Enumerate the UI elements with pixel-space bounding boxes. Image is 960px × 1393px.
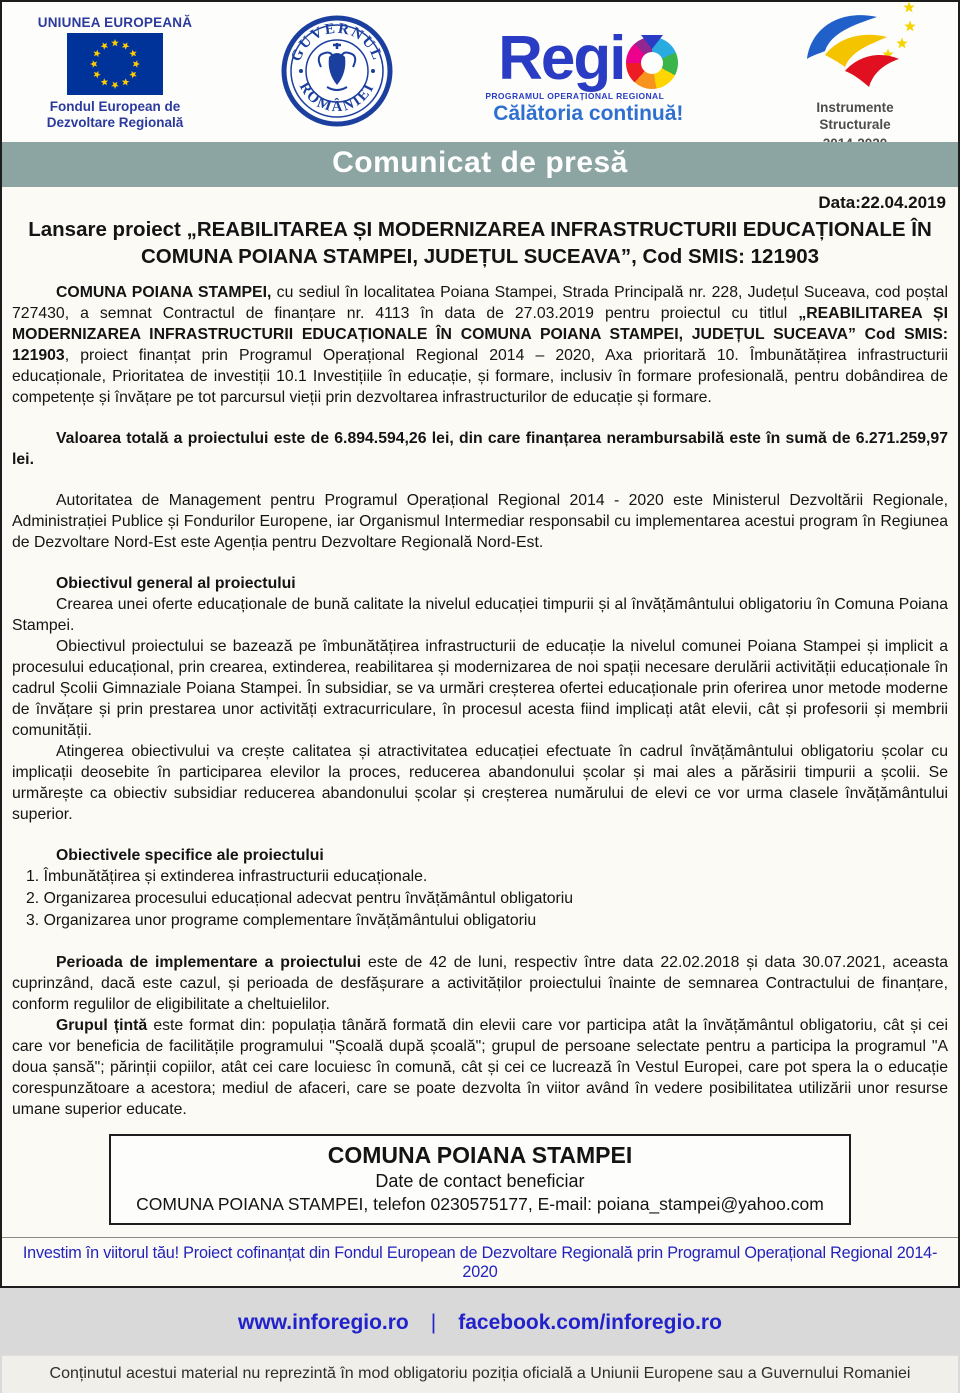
paragraph-intro: COMUNA POIANA STAMPEI, cu sediul în localitatea Poiana Stampei, Strada Principală nr. 228, Județul Suceava, cod poștal 727430, a semnat Contractul de finanțare nr. 4113 în data de 27.03.2019 pentru proiectul cu titlul „REABILITAREA ȘI MODERNIZAREA INFRASTRUCTURII EDUCAȚIONALE ÎN COMUNA POIANA STAMPEI, JUDEȚUL SUCEAVA” Cod SMIS: 121903, proiect finanțat prin Programul Operațional Regional 2014 – 2020, Axa prioritară 10. Îmbunătățirea infrastructurii educaționale, Prioritatea de investiții 10.1 Investițiile în educație, și formare, inclusiv în formare profesională, pentru dobândirea de competențe și învățare pe tot parcursul vieții prin dezvoltarea infrastructurilor de educație și formare. — [12, 284, 948, 407]
paragraph-objective-2: Obiectivul proiectului se bazează pe îmbunătățirea infrastructurii de educație la nivelul comunei Poiana Stampei și implicit a procesului educațional, prin crearea, extinderea, reabilitarea și modernizarea de noi spații necesare derulării activității educaționale în cadrul Școlii Gimnaziale Poiana Stampei. În subsidiar, se va urmări creșterea ofertei educaționale prin oferirea unor metode moderne de învățare și prin prestarea unor activități extracurriculare, în procesul acesta fiind implicați atât elevii, cât și profesorii și membrii comunității. — [12, 638, 948, 740]
paragraph-value: Valoarea totală a proiectului este de 6.894.594,26 lei, din care finanțarea nerambursabilă este în sumă de 6.271.259,97 lei. — [12, 430, 948, 469]
document-title: Lansare proiect „REABILITAREA ȘI MODERNIZAREA INFRASTRUCTURII EDUCAȚIONALE ÎN COMUNA POIANA STAMPEI, JUDEȚUL SUCEAVA”, Cod SMIS: 121903 — [28, 218, 932, 268]
list-item: 2. Organizarea procesului educațional adecvat pentru învățământul obligatoriu — [26, 890, 574, 908]
contact-box-title: COMUNA POIANA STAMPEI — [327, 1142, 633, 1169]
disclaimer-text: Conținutul acestui material nu reprezintă în mod obligatoriu poziția oficială a Uniunii Europene sau a Guvernului Romaniei — [2, 1355, 958, 1393]
cofinancing-statement: Investim în viitorul tău! Proiect cofinanțat din Fondul European de Dezvoltare Regională prin Programul Operațional Regional 2014-2020 — [2, 1237, 958, 1289]
eu-flag-logo — [30, 15, 200, 131]
inforegio-website-link[interactable]: www.inforegio.ro — [238, 1311, 409, 1335]
contact-box-subtitle: Date de contact beneficiar — [375, 1171, 585, 1192]
contact-box-details: COMUNA POIANA STAMPEI, telefon 0230575177, E-mail: poiana_stampei@yahoo.com — [136, 1194, 824, 1215]
paragraph-objective-3: Atingerea obiectivului va crește calitatea și atractivitatea educației efectuate în cadrul învățământului obligatoriu școlar cu implicații deosebite în participarea elevilor la proces, reducerea abandonului școlar și mai ales a părăsirii timpurii a școlii. Se urmărește ca obiectiv subsidiar reducerea abandonului școlar și creșterea numărului de elevi ce vor urma clasele învățământului superior. — [12, 743, 948, 824]
date-line: Data:22.04.2019 — [818, 193, 946, 212]
inforegio-facebook-link[interactable]: facebook.com/inforegio.ro — [458, 1311, 722, 1335]
list-item: 1. Îmbunătățirea și extinderea infrastructurii educaționale. — [26, 868, 428, 886]
beneficiary-contact-box — [109, 1134, 851, 1225]
regio-wordmark: Regi — [498, 24, 625, 93]
structural-instruments-logo — [780, 0, 930, 153]
eu-caption-top: UNIUNEA EUROPEANĂ — [37, 14, 193, 30]
eu-flag-icon — [67, 33, 163, 95]
list-item: 3. Organizarea unor programe complementare învățământului obligatoriu — [26, 912, 537, 930]
link-separator: | — [430, 1311, 437, 1335]
press-release-banner: Comunicat de presă — [2, 142, 958, 187]
regio-rainbow-o-icon — [626, 37, 678, 89]
heading-general-objective: Obiectivul general al proiectului — [56, 575, 296, 593]
paragraph-implementation-period: Perioada de implementare a proiectului este de 42 de luni, respectiv între data 22.02.2018 și data 30.07.2021, aceasta cuprinzând, dacă este cazul, și perioada de desfășurare a activităților proiectului înainte de semnarea Contractului de finanțare, conform regulilor de eligibilitate a cheltuielilor. — [12, 954, 949, 1014]
document-body — [2, 187, 958, 1225]
svg-text:ROMÂNIEI: ROMÂNIEI — [295, 79, 378, 115]
heading-specific-objectives: Obiectivele specifice ale proiectului — [56, 847, 324, 865]
structural-instruments-icon — [789, 0, 921, 93]
svg-text:GUVERNUL: GUVERNUL — [288, 20, 386, 64]
paragraph-objective-1: Crearea unei oferte educaționale de bună calitate la nivelul educației timpurii și al învățământului obligatoriu în Comuna Poiana Stampei. — [12, 596, 948, 635]
is-caption-line1: Instrumente Structurale — [816, 100, 894, 133]
regio-logo — [473, 24, 703, 126]
footer-links — [2, 1289, 958, 1355]
regio-slogan: Călătoria continuă! — [493, 102, 684, 125]
eu-caption-bottom: Fondul European de Dezvoltare Regională — [46, 98, 184, 130]
specific-objectives-list — [26, 866, 948, 932]
regio-program-caption: PROGRAMUL OPERAȚIONAL REGIONAL — [485, 91, 665, 101]
government-seal-logo — [277, 15, 397, 132]
paragraph-authority: Autoritatea de Management pentru Programul Operațional Regional 2014 - 2020 este Ministerul Dezvoltării Regionale, Administrației Publice și Fondurilor Europene, iar Organismul Intermediar responsabil cu implementarea acestui program în Regiunea de Dezvoltare Nord-Est este Agenția pentru Dezvoltare Regională Nord-Est. — [12, 492, 948, 552]
paragraph-target-group: Grupul țintă este format din: populația tânără formată din elevii care vor participa atât la învățământul obligatoriu, cât și cei care vor beneficia de facilitățile programului "Școală după școală"; grupul de persoane selectate pentru a participa la programul "A doua șansă"; părinții copiilor, atât cei care locuiesc în comună, cât și cei ce lucrează în Vestul Europei, care pot spera la o educație corespunzătoare a acestora; mediul de afaceri, care se poate dezvolta în viitor având în vedere posibilitatea utilizării unor resurse umane superior educate. — [12, 1017, 948, 1119]
logo-header — [2, 2, 958, 142]
government-seal-icon — [281, 15, 393, 127]
